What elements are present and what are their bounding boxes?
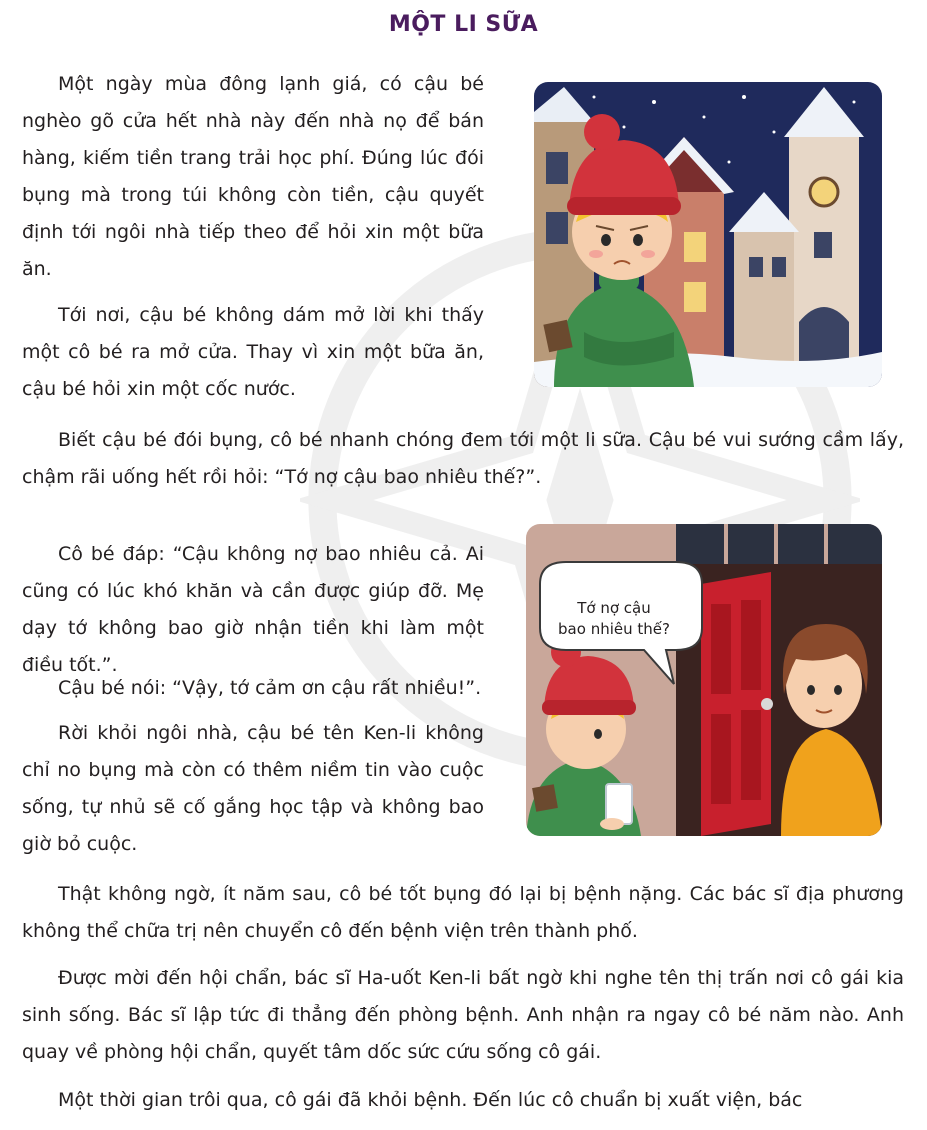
page-title: MỘT LI SỮA <box>388 12 539 37</box>
speech-bubble-line-1: Tớ nợ cậu <box>577 599 651 617</box>
paragraph-8: Được mời đến hội chẩn, bác sĩ Ha-uốt Ken-li bất ngờ khi nghe tên thị trấn nơi cô gái kia sinh sống. Bác sĩ lập tức đi thẳng đến phòng bệnh. Anh nhận ra ngay cô bé năm nào. Anh quay về phòng hội chẩn, quyết tâm dốc sức cứu sống cô gái. <box>22 967 904 1063</box>
paragraph-7: Thật không ngờ, ít năm sau, cô bé tốt bụng đó lại bị bệnh nặng. Các bác sĩ địa phương không thể chữa trị nên chuyển cô đến bệnh viện trên thành phố. <box>22 883 904 942</box>
paragraph-6: Rời khỏi ngôi nhà, cậu bé tên Ken-li không chỉ no bụng mà còn có thêm niềm tin vào cuộc sống, tự nhủ sẽ cố gắng học tập và không bao giờ bỏ cuộc. <box>22 722 484 855</box>
paragraph-3: Biết cậu bé đói bụng, cô bé nhanh chóng đem tới một li sữa. Cậu bé vui sướng cầm lấy, chậm rãi uống hết rồi hỏi: “Tớ nợ cậu bao nhiêu thế?”. <box>22 429 904 488</box>
speech-bubble-text <box>526 598 702 640</box>
paragraph-1: Một ngày mùa đông lạnh giá, có cậu bé nghèo gõ cửa hết nhà này đến nhà nọ để bán hàng, kiếm tiền trang trải học phí. Đúng lúc đói bụng mà trong túi không còn tiền, cậu quyết định tới ngôi nhà tiếp theo để hỏi xin một bữa ăn. <box>22 73 484 280</box>
paragraph-4: Cô bé đáp: “Cậu không nợ bao nhiêu cả. Ai cũng có lúc khó khăn và cần được giúp đỡ. Mẹ dạy tớ không bao giờ nhận tiền khi làm một điều tốt.”. <box>22 543 484 676</box>
snowy-town-picture <box>534 82 882 387</box>
illustration-boy-girl-door <box>526 524 882 836</box>
speech-bubble-line-2: bao nhiêu thế? <box>558 620 670 638</box>
doorway-picture <box>526 524 882 836</box>
paragraph-2: Tới nơi, cậu bé không dám mở lời khi thấy một cô bé ra mở cửa. Thay vì xin một bữa ăn, cậu bé hỏi xin một cốc nước. <box>22 304 484 400</box>
paragraph-9: Một thời gian trôi qua, cô gái đã khỏi bệnh. Đến lúc cô chuẩn bị xuất viện, bác <box>58 1089 803 1111</box>
paragraph-5: Cậu bé nói: “Vậy, tớ cảm ơn cậu rất nhiều!”. <box>58 677 482 699</box>
illustration-boy-snowy-night <box>534 82 882 387</box>
